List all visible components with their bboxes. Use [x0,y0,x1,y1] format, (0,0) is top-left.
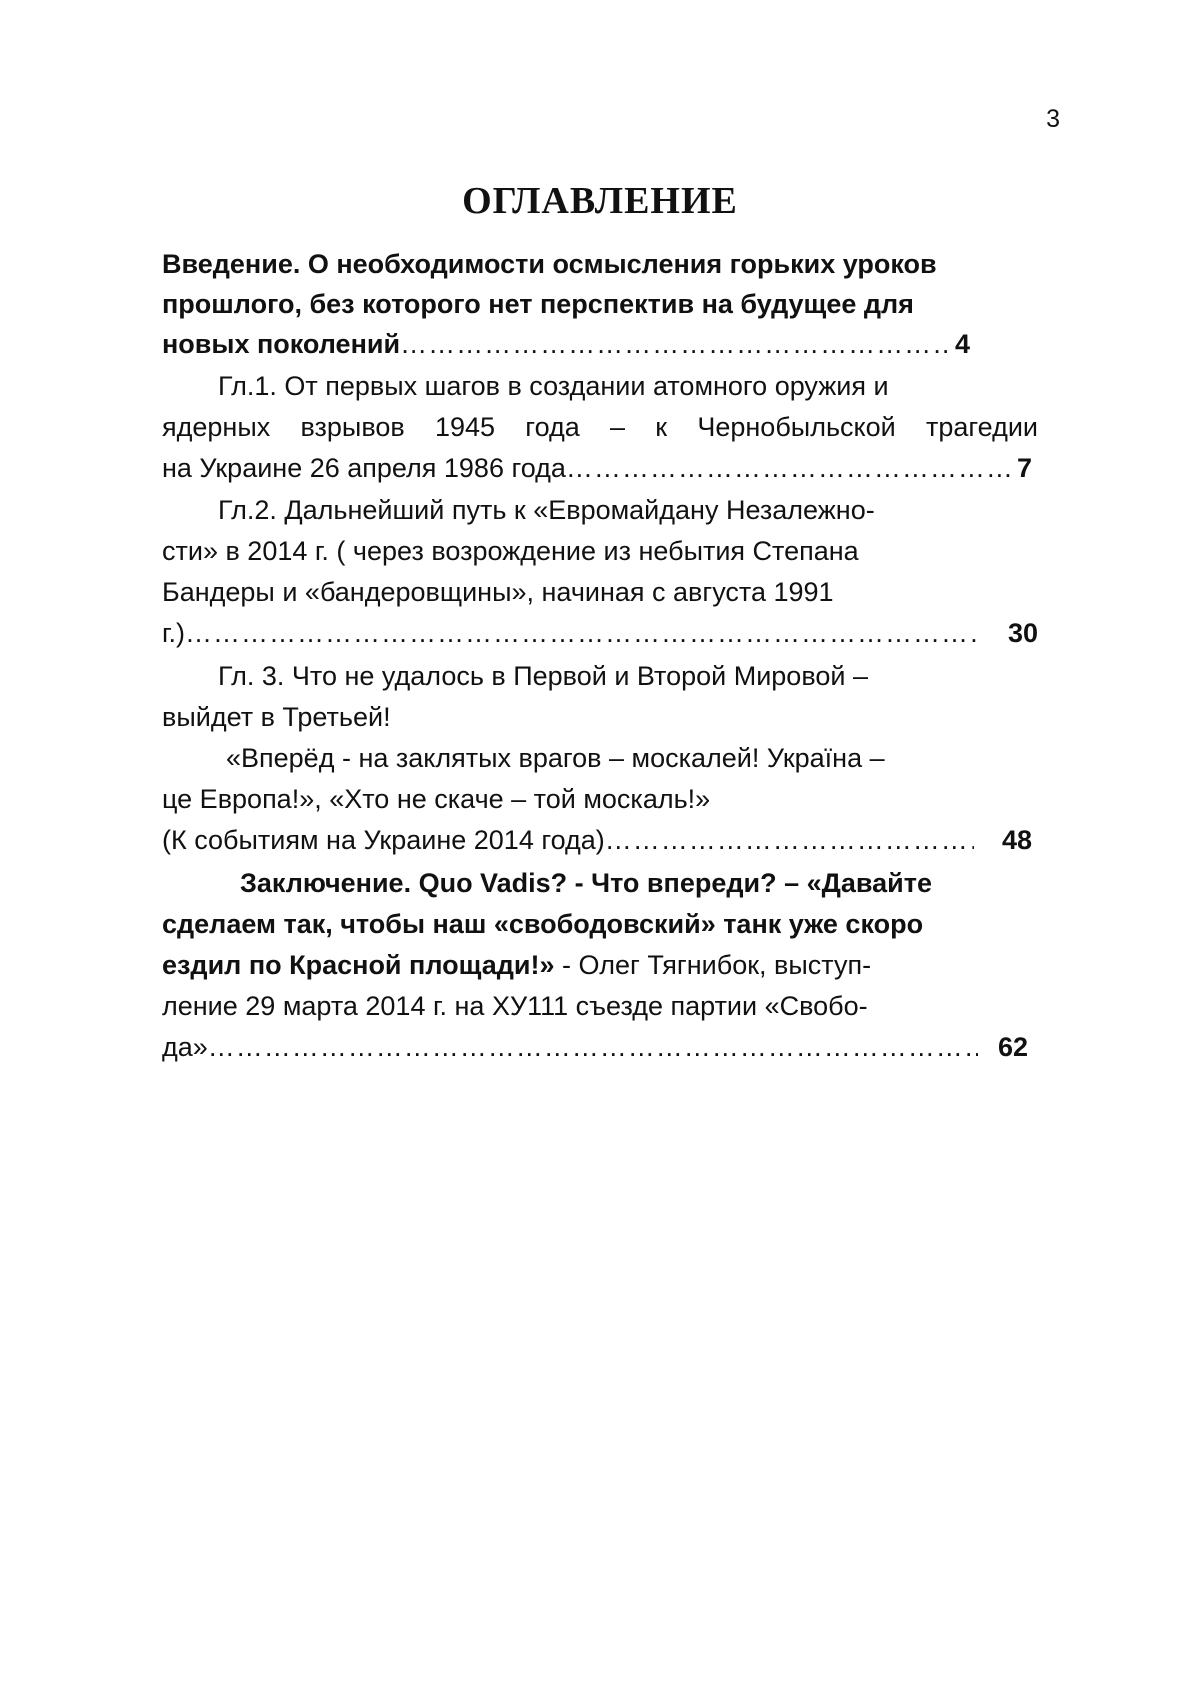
ch1-page-number: 7 [1016,453,1032,483]
toc-entry-ch1-line-1: Гл.1. От первых шагов в создании атомного оружия и [218,371,889,401]
toc-entry-ch1-line-3 [162,448,1032,488]
toc-entry-ch2-line-2: сти» в 2014 г. ( через возрождение из небытия Степана [162,536,859,566]
toc-entry-intro-line-1 [162,244,1038,284]
intro-label: Введение [162,249,293,279]
toc-entry-intro-line-2: прошлого, без которого нет перспектив на будущее для [162,289,914,319]
toc-entry-ch2-line-3: Бандеры и «бандеровщины», начиная с августа 1991 [162,577,834,607]
dot-leader [185,613,980,653]
toc-entry-conclusion-line-5 [162,1027,1028,1067]
toc-entry-ch3-line-2: выйдет в Третьей! [162,702,391,732]
toc-entry-intro-line-3 [162,324,970,364]
intro-title-part: . О необходимости осмысления горьких уроков [292,249,937,279]
toc-entry-ch2-line-1: Гл.2. Дальнейший путь к «Евромайдану Незалежно- [218,495,875,525]
page-number: 3 [1046,105,1060,133]
conclusion-page-number: 62 [997,1032,1028,1062]
dot-leader [208,1027,978,1067]
conclusion-title-end: да» [162,1032,208,1062]
ch1-title-end: на Украине 26 апреля 1986 года [162,453,566,483]
toc-entry-conclusion-line-3 [162,945,1038,985]
conclusion-quote-end: ездил по Красной площади!» [162,950,555,980]
toc-entry-ch2-line-4 [162,613,1038,653]
toc-entry-conclusion-line-1: Заключение. Quo Vadis? - Что впереди? – «Давайте [240,868,932,898]
dot-leader [400,324,949,364]
intro-title-end: новых поколений [162,329,401,359]
toc-entry-conclusion-line-2: сделаем так, чтобы наш «свободовский» танк уже скоро [162,909,924,939]
toc-entry-conclusion-line-4: ление 29 марта 2014 г. на ХУ111 съезде партии «Свобо- [162,991,868,1021]
toc-entry-ch1-line-2: ядерных взрывов 1945 года – к Чернобыльской трагедии [162,412,1038,442]
toc-title: ОГЛАВЛЕНИЕ [462,180,738,222]
ch2-page-number: 30 [1007,618,1038,648]
toc-entry-ch3-line-5 [162,820,1032,860]
ch2-title-end: г.) [162,618,186,648]
toc-entry-ch3-line-4: це Европа!», «Хто не скаче – той москаль!» [162,784,711,814]
ch3-title-end: (К событиям на Украине 2014 года) [162,825,605,855]
toc-entry-ch3-line-3: «Вперёд - на заклятых врагов – москалей! Україна – [226,743,885,773]
toc-entry-ch3-line-1: Гл. 3. Что не удалось в Первой и Второй Мировой – [218,661,868,691]
dot-leader [566,448,1011,488]
dot-leader [605,820,974,860]
intro-page-number: 4 [954,329,970,359]
conclusion-attribution: - Олег Тягнибок, выступ- [554,950,872,980]
ch3-page-number: 48 [1001,825,1032,855]
